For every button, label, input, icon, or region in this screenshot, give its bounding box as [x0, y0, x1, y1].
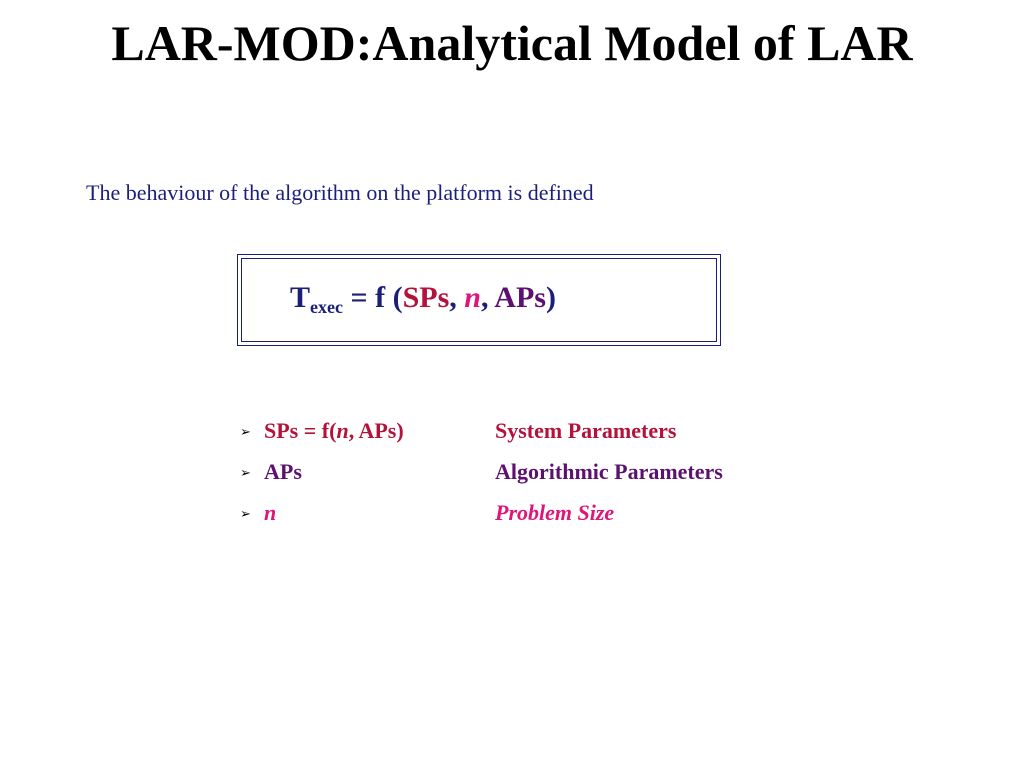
formula-aps: APs — [494, 281, 546, 314]
formula-t: T — [290, 281, 311, 314]
list-item-term: APs — [264, 459, 302, 484]
formula-sps: SPs — [402, 281, 450, 314]
list-item-description: Problem Size — [495, 500, 615, 525]
formula-close: ) — [545, 281, 556, 314]
arrow-bullet-icon: ➢ — [240, 466, 251, 481]
list-item-description: System Parameters — [495, 418, 677, 443]
term-prefix: SPs = f( — [264, 418, 337, 443]
term-n: n — [336, 418, 349, 443]
formula-box — [237, 254, 721, 346]
formula-n: n — [464, 281, 481, 314]
list-item-term: n — [264, 500, 277, 525]
arrow-bullet-icon: ➢ — [240, 507, 251, 522]
list-item-description: Algorithmic Parameters — [495, 459, 723, 484]
slide-title: LAR-MOD:Analytical Model of LAR — [111, 15, 913, 71]
arrow-bullet-icon: ➢ — [240, 425, 251, 440]
formula-comma-1: , — [449, 281, 465, 314]
intro-text: The behaviour of the algorithm on the platform is defined — [86, 180, 594, 205]
term-suffix: , APs) — [348, 418, 404, 443]
formula-comma-2: , — [480, 281, 495, 314]
list-item-term — [264, 418, 404, 444]
formula-equals-f: = f ( — [342, 281, 403, 314]
formula — [290, 281, 556, 318]
formula-sub-exec: exec — [310, 297, 343, 317]
